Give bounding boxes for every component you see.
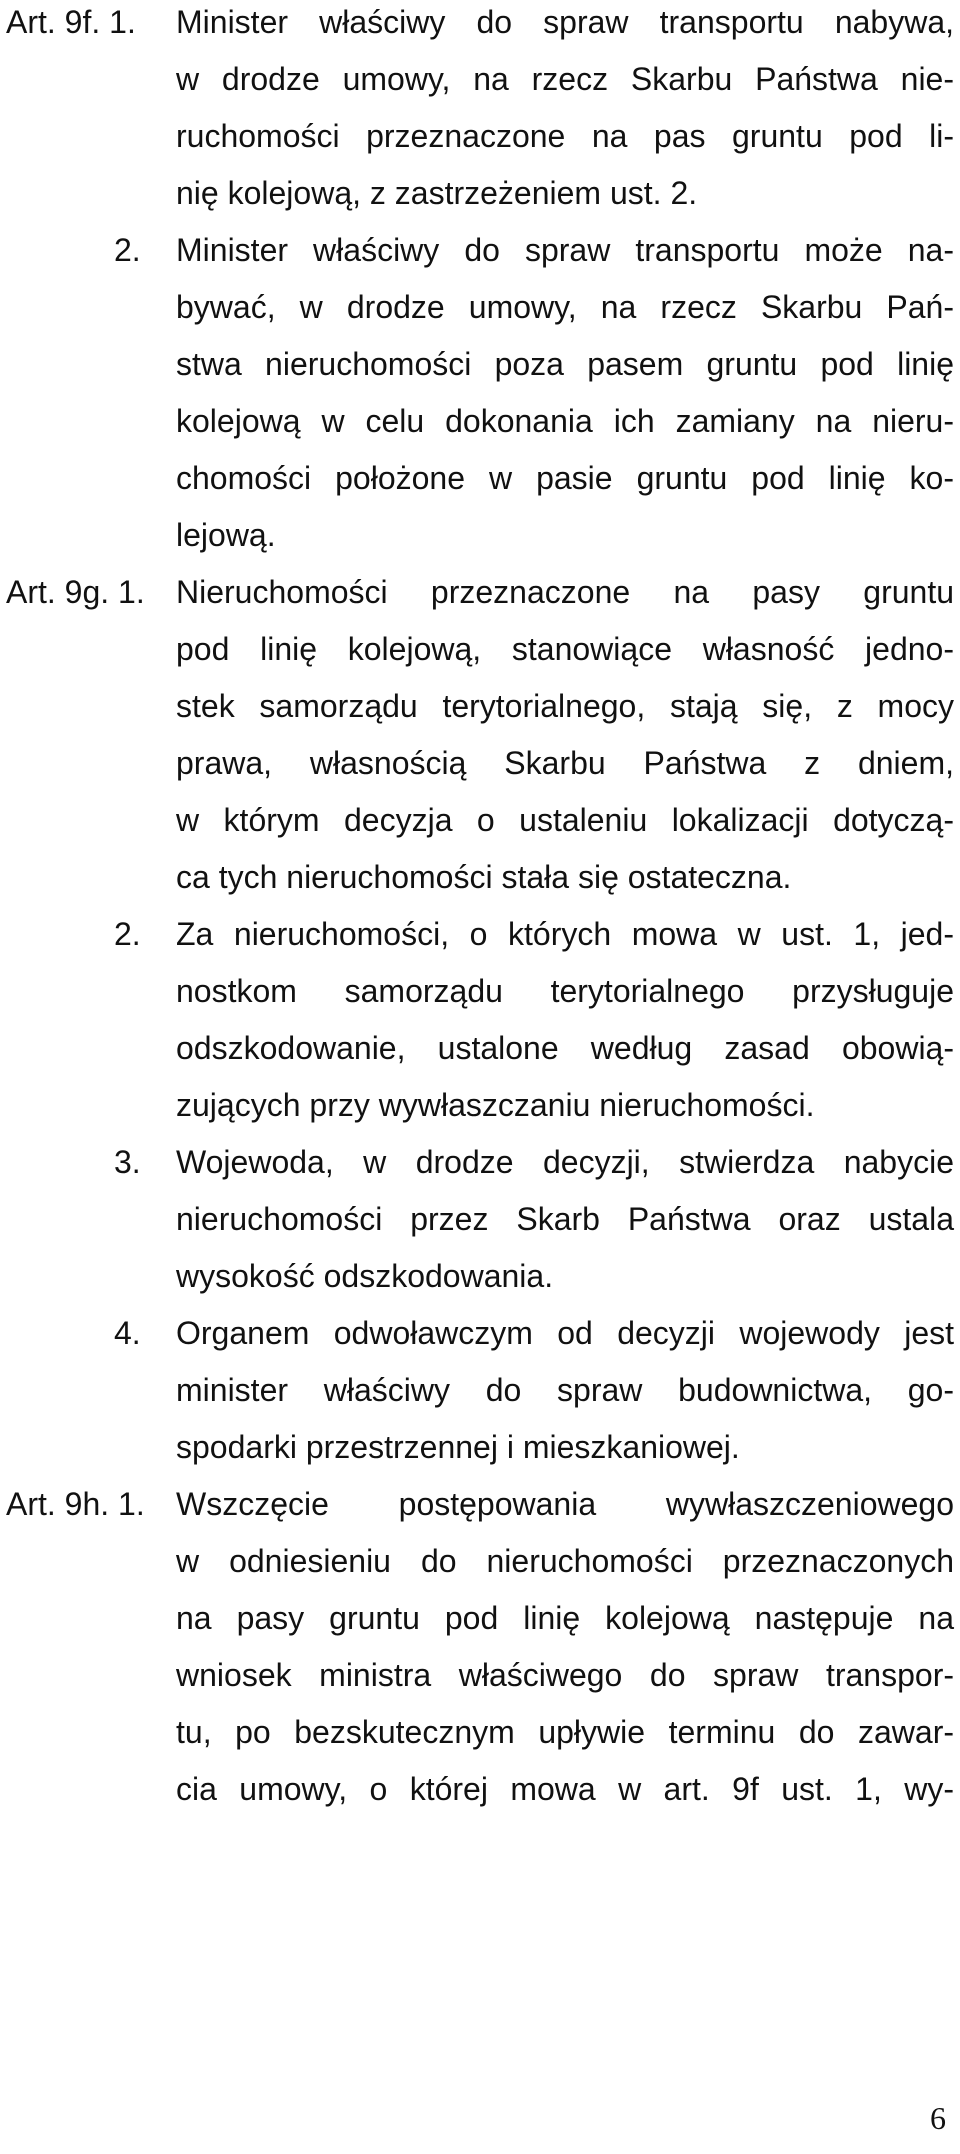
article-9g-p4-number: 4. xyxy=(114,1315,141,1351)
article-9g-p3-line: Wojewoda, w drodze decyzji, stwierdza nabycie xyxy=(176,1144,954,1180)
article-9f-p2-number: 2. xyxy=(114,232,141,268)
article-9h-p1-line: w odniesieniu do nieruchomości przeznaczonych xyxy=(176,1543,954,1579)
article-9g-p3-number: 3. xyxy=(114,1144,141,1180)
article-9g-p1-line: pod linię kolejową, stanowiące własność jedno- xyxy=(176,631,954,667)
article-9g-p4-line: minister właściwy do spraw budownictwa, go- xyxy=(176,1372,954,1408)
article-9g-p1-line: w którym decyzja o ustaleniu lokalizacji dotyczą- xyxy=(176,802,954,838)
article-9g-p2-number: 2. xyxy=(114,916,141,952)
article-9h-p1-line: cia umowy, o której mowa w art. 9f ust. 1, wy- xyxy=(176,1771,954,1807)
article-9h-p1-line: Wszczęcie postępowania wywłaszczeniowego xyxy=(176,1486,954,1522)
article-9f-p2-line: chomości położone w pasie gruntu pod linię ko- xyxy=(176,460,954,496)
article-9g-p1-line: stek samorządu terytorialnego, stają się, z mocy xyxy=(176,688,954,724)
article-9f-label: Art. 9f. 1. xyxy=(6,4,136,40)
article-9g-label: Art. 9g. 1. xyxy=(6,574,145,610)
article-9f-p2-line: kolejową w celu dokonania ich zamiany na nieru- xyxy=(176,403,954,439)
article-9f-p2-line: bywać, w drodze umowy, na rzecz Skarbu Pań- xyxy=(176,289,954,325)
article-9g-p2-line: Za nieruchomości, o których mowa w ust. 1, jed- xyxy=(176,916,954,952)
article-9f-p1-line: nię kolejową, z zastrzeżeniem ust. 2. xyxy=(176,175,698,211)
article-9g-p1-line: ca tych nieruchomości stała się ostateczna. xyxy=(176,859,792,895)
article-9f-p2-line: Minister właściwy do spraw transportu może na- xyxy=(176,232,954,268)
article-9h-label: Art. 9h. 1. xyxy=(6,1486,145,1522)
article-9g-p4-line: spodarki przestrzennej i mieszkaniowej. xyxy=(176,1429,740,1465)
article-9h-p1-line: na pasy gruntu pod linię kolejową następuje na xyxy=(176,1600,954,1636)
article-9f-p1-line: ruchomości przeznaczone na pas gruntu pod li- xyxy=(176,118,954,154)
article-9g-p2-line: zujących przy wywłaszczaniu nieruchomości. xyxy=(176,1087,815,1123)
article-9g-p1-line: Nieruchomości przeznaczone na pasy gruntu xyxy=(176,574,954,610)
article-9g-p2-line: odszkodowanie, ustalone według zasad obowią- xyxy=(176,1030,954,1066)
article-9h-p1-line: tu, po bezskutecznym upływie terminu do zawar- xyxy=(176,1714,954,1750)
article-9g-p1-line: prawa, własnością Skarbu Państwa z dniem, xyxy=(176,745,954,781)
article-9g-p3-line: wysokość odszkodowania. xyxy=(176,1258,554,1294)
article-9g-p4-line: Organem odwoławczym od decyzji wojewody jest xyxy=(176,1315,954,1351)
article-9f-p1-line: w drodze umowy, na rzecz Skarbu Państwa nie- xyxy=(176,61,954,97)
article-9f-p1-line: Minister właściwy do spraw transportu nabywa, xyxy=(176,4,954,40)
article-9h-p1-line: wniosek ministra właściwego do spraw transpor- xyxy=(176,1657,954,1693)
article-9f-p2-line: lejową. xyxy=(176,517,276,553)
article-9g-p2-line: nostkom samorządu terytorialnego przysługuje xyxy=(176,973,954,1009)
article-9f-p2-line: stwa nieruchomości poza pasem gruntu pod linię xyxy=(176,346,954,382)
page-number: 6 xyxy=(930,2100,946,2136)
article-9g-p3-line: nieruchomości przez Skarb Państwa oraz ustala xyxy=(176,1201,954,1237)
